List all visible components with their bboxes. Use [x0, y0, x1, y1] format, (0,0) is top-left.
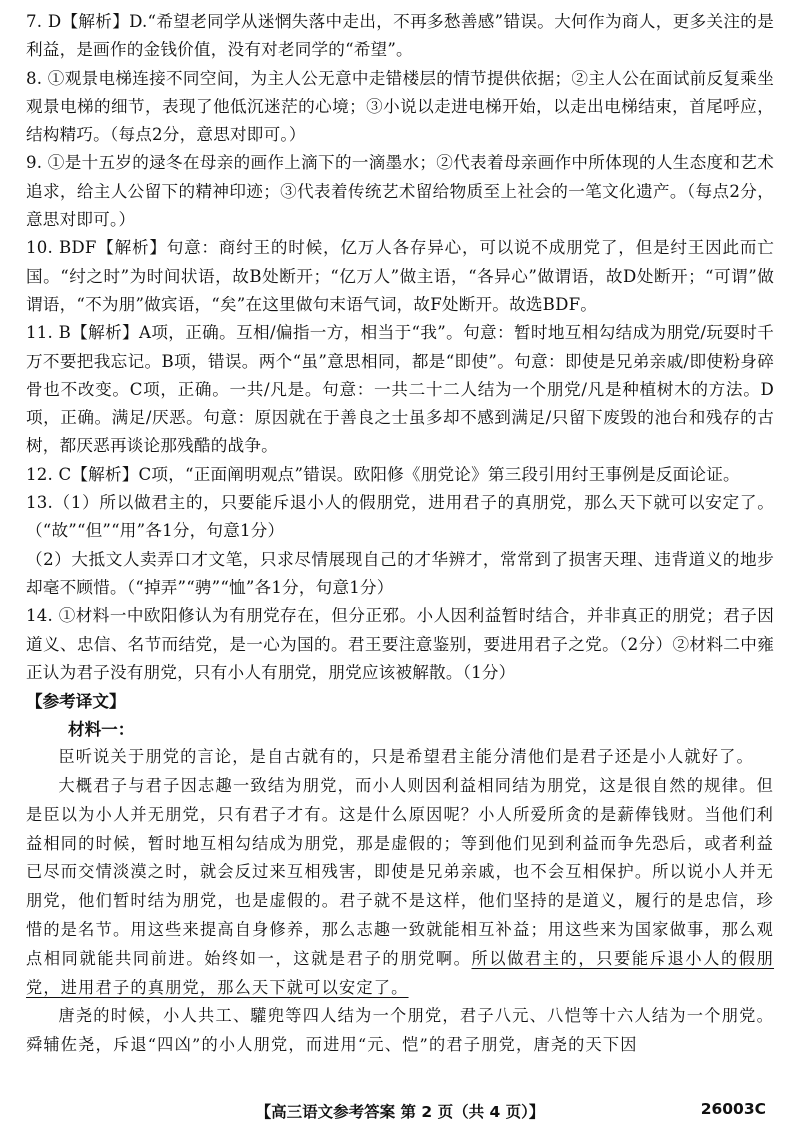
reference-translation-heading: 【参考译文】	[26, 691, 126, 712]
translation-paragraph-3: 唐尧的时候，小人共工、驩兜等四人结为一个朋党，君子八元、八恺等十六人结为一个朋党。舜辅佐尧，斥退“四凶”的小人朋党，而进用“元、恺”的君子朋党，唐尧的天下因	[26, 1006, 774, 1055]
answer-10: 10. BDF【解析】句意：商纣王的时候，亿万人各存异心，可以说不成朋党了，但是纣王因此而亡国。“纣之时”为时间状语，故B处断开；“亿万人”做主语，“各异心”做谓语，故D处断开；“可谓”做谓语，“不为朋”做宾语，“矣”在这里做句末语气词，故F处断开。故选BDF。	[26, 238, 774, 314]
answer-13-1: 13.（1）所以做君主的，只要能斥退小人的假朋党，进用君子的真朋党，那么天下就可以安定了。（“故”“但”“用”各1分，句意1分）	[26, 493, 774, 541]
answer-14: 14. ①材料一中欧阳修认为有朋党存在，但分正邪。小人因利益暂时结合，并非真正的朋党；君子因道义、忠信、名节而结党，是一心为国的。君王要注意鉴别，要进用君子之党。（2分）②材料二中雍正认为君子没有朋党，只有小人有朋党，朋党应该被解散。（1分）	[26, 606, 774, 682]
answer-list	[26, 8, 774, 687]
page-footer	[0, 1100, 800, 1126]
footer-exam-code: 26003C	[700, 1100, 766, 1118]
underlined-key-sentence: 所以做君主的，只要能斥退小人的假朋党，进用君子的真朋党，那么天下就可以安定了。	[26, 948, 775, 997]
reference-translation	[26, 743, 774, 1060]
translation-paragraph-2-text: 大概君子与君子因志趣一致结为朋党，而小人则因利益相同结为朋党，这是很自然的规律。但是臣以为小人并无朋党，只有君子才有。这是什么原因呢？小人所爱所贪的是薪俸钱财。当他们利益相同的时候，暂时地互相勾结成为朋党，那是虚假的；等到他们见到利益而争先恐后，或者利益已尽而交情淡漠之时，就会反过来互相残害，即使是兄弟亲戚，也不会互相保护。所以说小人并无朋党，他们暂时结为朋党，也是虚假的。君子就不是这样，他们坚持的是道义，履行的是忠信，珍惜的是名节。用这些来提高自身修养，那么志趣一致就能相互补益；用这些来为国家做事，那么观点相同就能共同前进。始终如一，这就是君子的朋党啊。	[26, 775, 774, 968]
answer-7: 7. D【解析】D.“希望老同学从迷惘失落中走出，不再多愁善感”错误。大何作为商人，更多关注的是利益，是画作的金钱价值，没有对老同学的“希望”。	[26, 12, 774, 60]
footer-page-label: 【高三语文参考答案 第 2 页（共 4 页）】	[255, 1103, 545, 1121]
answer-11: 11. B【解析】A项，正确。互相/偏指一方，相当于“我”。句意：暂时地互相勾结成为朋党/玩耍时千万不要把我忘记。B项，错误。两个“虽”意思相同，都是“即使”。句意：即使是兄弟亲戚/即使粉身碎骨也不改变。C项，正确。一共/凡是。句意：一共二十二人结为一个朋党/凡是种植树木的方法。D项，正确。满足/厌恶。句意：原因就在于善良之士虽多却不感到满足/只留下废毁的池台和残存的古树，都厌恶再谈论那残酷的战争。	[26, 323, 774, 456]
answer-9: 9. ①是十五岁的逯冬在母亲的画作上滴下的一滴墨水；②代表着母亲画作中所体现的人生态度和艺术追求，给主人公留下的精神印迹；③代表着传统艺术留给物质至上社会的一笔文化遗产。（每点2分，意思对即可。）	[26, 153, 774, 230]
answer-12: 12. C【解析】C项，“正面阐明观点”错误。欧阳修《朋党论》第三段引用纣王事例是反面论证。	[26, 464, 740, 484]
answer-8: 8. ①观景电梯连接不同空间，为主人公无意中走错楼层的情节提供依据；②主人公在面试前反复乘坐观景电梯的细节，表现了他低沉迷茫的心境；③小说以走进电梯开始，以走出电梯结束，首尾呼应，结构精巧。（每点2分，意思对即可。）	[26, 68, 774, 145]
translation-paragraph-1: 臣听说关于朋党的言论，是自古就有的，只是希望君主能分清他们是君子还是小人就好了。	[58, 747, 754, 767]
material-one-title: 材料一：	[68, 719, 135, 740]
translation-paragraph-2	[26, 772, 774, 1002]
answer-13-2: （2）大抵文人卖弄口才文笔，只求尽情展现自己的才华辨才，常常到了损害天理、违背道义的地步却毫不顾惜。（“掉弄”“骋”“恤”各1分，句意1分）	[26, 549, 774, 597]
